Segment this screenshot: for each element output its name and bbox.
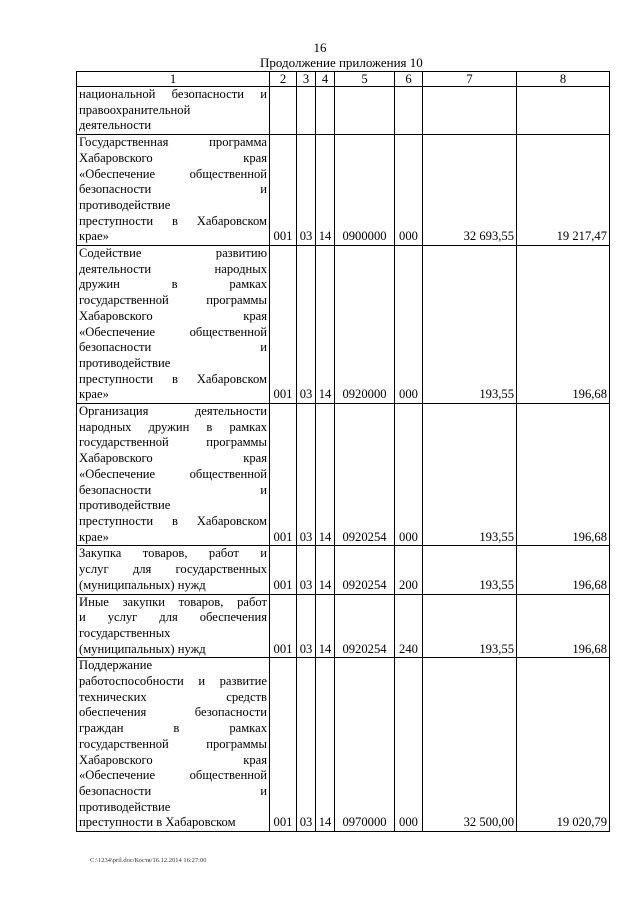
amount-2015-cell bbox=[423, 87, 517, 135]
item-name-line: противодействие bbox=[79, 498, 171, 513]
table-row bbox=[77, 87, 610, 135]
sub-subsection-code-cell: 14 bbox=[316, 246, 335, 404]
item-name-line: технических средств bbox=[79, 689, 267, 704]
header-row bbox=[77, 72, 610, 87]
target-article-cell: 0900000 bbox=[335, 135, 395, 246]
column-header: 1 bbox=[77, 72, 270, 87]
item-name-line: Содействие развитию bbox=[79, 246, 267, 261]
subsection-code-cell: 03 bbox=[297, 135, 316, 246]
item-name-cell bbox=[77, 594, 270, 658]
item-name-line: Поддержание bbox=[79, 658, 153, 673]
expense-type-cell: 000 bbox=[395, 404, 423, 546]
item-name-line: Хабаровского края bbox=[79, 308, 267, 323]
item-name-line: обеспечения безопасности bbox=[79, 705, 267, 720]
section-code-cell: 001 bbox=[270, 404, 297, 546]
expense-type-cell: 240 bbox=[395, 594, 423, 658]
column-header: 3 bbox=[297, 72, 316, 87]
item-name-line: противодействие bbox=[79, 197, 171, 212]
amount-2015-cell: 32 693,55 bbox=[423, 135, 517, 246]
amount-2015-cell: 193,55 bbox=[423, 404, 517, 546]
column-header: 6 bbox=[395, 72, 423, 87]
expense-type-cell: 000 bbox=[395, 135, 423, 246]
table-row bbox=[77, 246, 610, 404]
item-name-line: безопасности и bbox=[79, 783, 267, 798]
item-name-line: Государственная программа bbox=[79, 135, 267, 150]
table-row bbox=[77, 658, 610, 832]
amount-2016-cell: 196,68 bbox=[517, 404, 610, 546]
item-name-cell bbox=[77, 546, 270, 594]
item-name-line: государственной программы bbox=[79, 736, 267, 751]
item-name-line: крае» bbox=[79, 229, 109, 244]
item-name-line: Закупка товаров, работ и bbox=[79, 546, 267, 561]
item-name-line: работоспособности и развитие bbox=[79, 674, 267, 689]
subsection-code-cell bbox=[297, 87, 316, 135]
item-name-line: противодействие bbox=[79, 799, 171, 814]
table-row bbox=[77, 135, 610, 246]
item-name-line: национальной безопасности и bbox=[79, 87, 267, 101]
item-name-line: безопасности и bbox=[79, 182, 267, 197]
target-article-cell bbox=[335, 87, 395, 135]
item-name-line: безопасности и bbox=[79, 340, 267, 355]
column-header: 5 bbox=[335, 72, 395, 87]
item-name-line: государственных bbox=[79, 625, 171, 640]
item-name-cell bbox=[77, 87, 270, 135]
sub-subsection-code-cell: 14 bbox=[316, 594, 335, 658]
section-code-cell: 001 bbox=[270, 246, 297, 404]
item-name-line: крае» bbox=[79, 529, 109, 544]
item-name-line: Организация деятельности bbox=[79, 404, 267, 419]
item-name-line: «Обеспечение общественной bbox=[79, 324, 267, 339]
column-header: 4 bbox=[316, 72, 335, 87]
subsection-code-cell: 03 bbox=[297, 594, 316, 658]
item-name-line: граждан в рамках bbox=[79, 721, 267, 736]
item-name-line: Хабаровского края bbox=[79, 150, 267, 165]
item-name-line: безопасности и bbox=[79, 482, 267, 497]
sub-subsection-code-cell: 14 bbox=[316, 135, 335, 246]
table-row bbox=[77, 594, 610, 658]
amount-2015-cell: 32 500,00 bbox=[423, 658, 517, 832]
target-article-cell: 0920254 bbox=[335, 546, 395, 594]
expense-type-cell: 200 bbox=[395, 546, 423, 594]
expense-type-cell: 000 bbox=[395, 246, 423, 404]
amount-2015-cell: 193,55 bbox=[423, 246, 517, 404]
sub-subsection-code-cell: 14 bbox=[316, 404, 335, 546]
item-name-line: «Обеспечение общественной bbox=[79, 768, 267, 783]
column-header: 8 bbox=[517, 72, 610, 87]
section-code-cell: 001 bbox=[270, 594, 297, 658]
item-name-line: правоохранительной bbox=[79, 102, 191, 117]
item-name-line: «Обеспечение общественной bbox=[79, 166, 267, 181]
table-caption: Продолжение приложения 10 bbox=[260, 55, 423, 70]
sub-subsection-code-cell: 14 bbox=[316, 546, 335, 594]
item-name-line: (муниципальных) нужд bbox=[79, 641, 206, 656]
amount-2016-cell: 196,68 bbox=[517, 246, 610, 404]
amount-2015-cell: 193,55 bbox=[423, 546, 517, 594]
amount-2015-cell: 193,55 bbox=[423, 594, 517, 658]
amount-2016-cell bbox=[517, 87, 610, 135]
subsection-code-cell: 03 bbox=[297, 546, 316, 594]
amount-2016-cell: 19 217,47 bbox=[517, 135, 610, 246]
amount-2016-cell: 19 020,79 bbox=[517, 658, 610, 832]
column-header: 7 bbox=[423, 72, 517, 87]
target-article-cell: 0920000 bbox=[335, 246, 395, 404]
amount-2016-cell: 196,68 bbox=[517, 546, 610, 594]
item-name-line: «Обеспечение общественной bbox=[79, 466, 267, 481]
column-header: 2 bbox=[270, 72, 297, 87]
item-name-line: (муниципальных) нужд bbox=[79, 577, 206, 592]
target-article-cell: 0920254 bbox=[335, 594, 395, 658]
section-code-cell: 001 bbox=[270, 658, 297, 832]
item-name-line: преступности в Хабаровском bbox=[79, 513, 267, 528]
subsection-code-cell: 03 bbox=[297, 246, 316, 404]
budget-table bbox=[76, 71, 610, 832]
item-name-cell bbox=[77, 135, 270, 246]
item-name-line: крае» bbox=[79, 387, 109, 402]
table-row bbox=[77, 404, 610, 546]
table-row bbox=[77, 546, 610, 594]
section-code-cell: 001 bbox=[270, 546, 297, 594]
file-path-footer: C:\1234\pril.doc/Костя/16.12.2014 16:27:00 bbox=[90, 857, 207, 864]
item-name-line: деятельности bbox=[79, 118, 152, 133]
item-name-line: Иные закупки товаров, работ bbox=[79, 594, 267, 609]
item-name-line: деятельности народных bbox=[79, 261, 267, 276]
sub-subsection-code-cell bbox=[316, 87, 335, 135]
section-code-cell: 001 bbox=[270, 135, 297, 246]
item-name-line: дружин в рамках bbox=[79, 277, 267, 292]
sub-subsection-code-cell: 14 bbox=[316, 658, 335, 832]
subsection-code-cell: 03 bbox=[297, 404, 316, 546]
amount-2016-cell: 196,68 bbox=[517, 594, 610, 658]
target-article-cell: 0970000 bbox=[335, 658, 395, 832]
target-article-cell: 0920254 bbox=[335, 404, 395, 546]
item-name-line: государственной программы bbox=[79, 293, 267, 308]
item-name-line: услуг для государственных bbox=[79, 562, 267, 577]
item-name-line: народных дружин в рамках bbox=[79, 419, 267, 434]
subsection-code-cell: 03 bbox=[297, 658, 316, 832]
expense-type-cell: 000 bbox=[395, 658, 423, 832]
item-name-line: преступности в Хабаровском bbox=[79, 213, 267, 228]
item-name-cell bbox=[77, 404, 270, 546]
item-name-line: Хабаровского края bbox=[79, 752, 267, 767]
expense-type-cell bbox=[395, 87, 423, 135]
item-name-line: и услуг для обеспечения bbox=[79, 610, 267, 625]
section-code-cell bbox=[270, 87, 297, 135]
item-name-line: Хабаровского края bbox=[79, 451, 267, 466]
item-name-line: государственной программы bbox=[79, 435, 267, 450]
item-name-cell bbox=[77, 246, 270, 404]
page-number: 16 bbox=[313, 40, 327, 55]
item-name-line: преступности в Хабаровском bbox=[79, 371, 267, 386]
item-name-line: противодействие bbox=[79, 355, 171, 370]
item-name-cell bbox=[77, 658, 270, 832]
item-name-line: преступности в Хабаровском bbox=[79, 815, 236, 830]
